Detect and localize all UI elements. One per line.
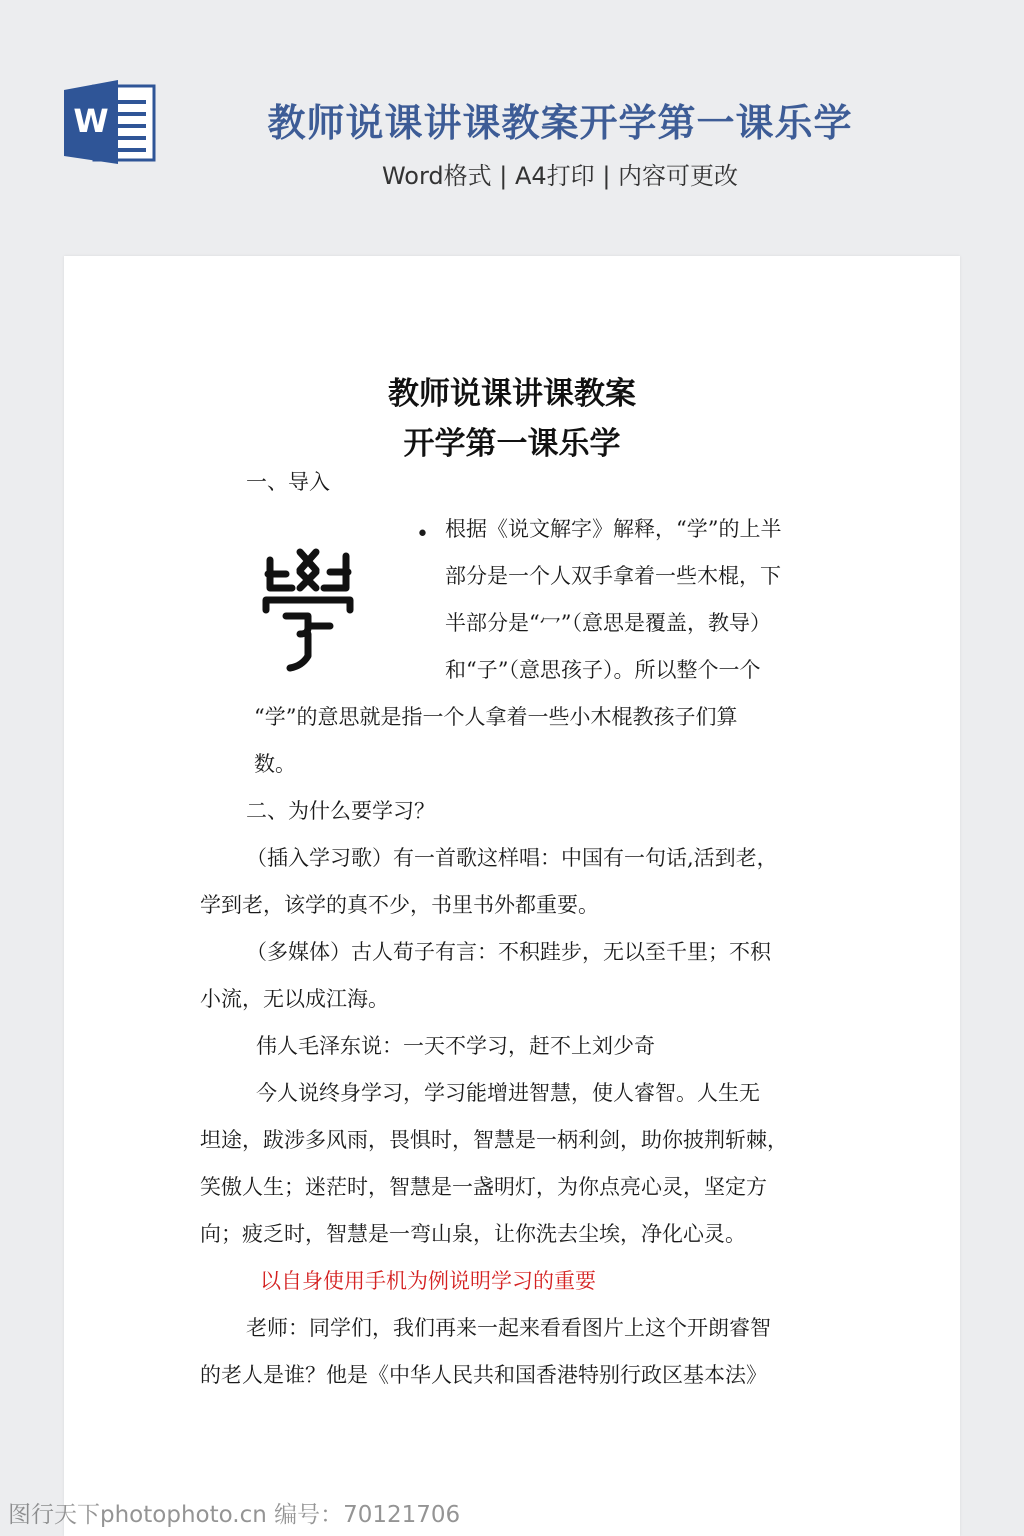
paragraph-line: 半部分是“冖”（意思是覆盖，教导） [445,611,771,635]
paragraph-line: （插入学习歌）有一首歌这样唱：中国有一句话,活到老， [246,846,778,870]
watermark: 图行天下photophoto.cn 编号：70121706 [8,1502,461,1528]
paragraph-line: 学到老，该学的真不少，书里书外都重要。 [200,893,599,917]
document-title-line-2: 开学第一课乐学 [403,426,621,462]
paragraph-line: “学”的意思就是指一个人拿着一些小木棍教孩子们算 [254,705,738,729]
paragraph-line: 笑傲人生；迷茫时，智慧是一盏明灯，为你点亮心灵，坚定方 [200,1175,767,1199]
paragraph-line: 和“子”（意思孩子）。所以整个一个 [445,658,761,682]
bullet-marker: • [416,522,429,547]
paragraph-line: 今人说终身学习，学习能增进智慧，使人睿智。人生无 [256,1081,760,1105]
section-heading-intro: 一、导入 [246,470,330,494]
header-subtitle: Word格式 | A4打印 | 内容可更改 [381,162,739,190]
document-title-line-1: 教师说课讲课教案 [388,376,636,412]
header [0,0,1024,230]
paragraph-line: 的老人是谁？他是《中华人民共和国香港特别行政区基本法》 [200,1363,767,1387]
document-page [64,256,960,1536]
paragraph-line: 老师：同学们，我们再来一起来看看图片上这个开朗睿智 [246,1316,771,1340]
paragraph-line: 根据《说文解字》解释，“学”的上半 [445,517,782,541]
svg-text:W: W [73,102,109,140]
highlighted-note: 以自身使用手机为例说明学习的重要 [260,1269,596,1293]
paragraph-line: 向；疲乏时，智慧是一弯山泉，让你洗去尘埃，净化心灵。 [200,1222,746,1246]
paragraph-line: 伟人毛泽东说：一天不学习，赶不上刘少奇 [256,1034,655,1058]
seal-script-character-image [260,546,356,672]
paragraph-line: 坦途，跋涉多风雨，畏惧时，智慧是一柄利剑，助你披荆斩棘， [200,1128,788,1152]
paragraph-line: 小流，无以成江海。 [200,987,389,1011]
header-title: 教师说课讲课教案开学第一课乐学 [267,101,853,145]
word-document-icon [64,80,156,164]
paragraph-line: （多媒体）古人荀子有言：不积跬步，无以至千里；不积 [246,940,771,964]
section-heading-why-learn: 二、为什么要学习？ [246,799,435,823]
paragraph-line: 数。 [254,752,296,776]
paragraph-line: 部分是一个人双手拿着一些木棍，下 [445,564,781,588]
